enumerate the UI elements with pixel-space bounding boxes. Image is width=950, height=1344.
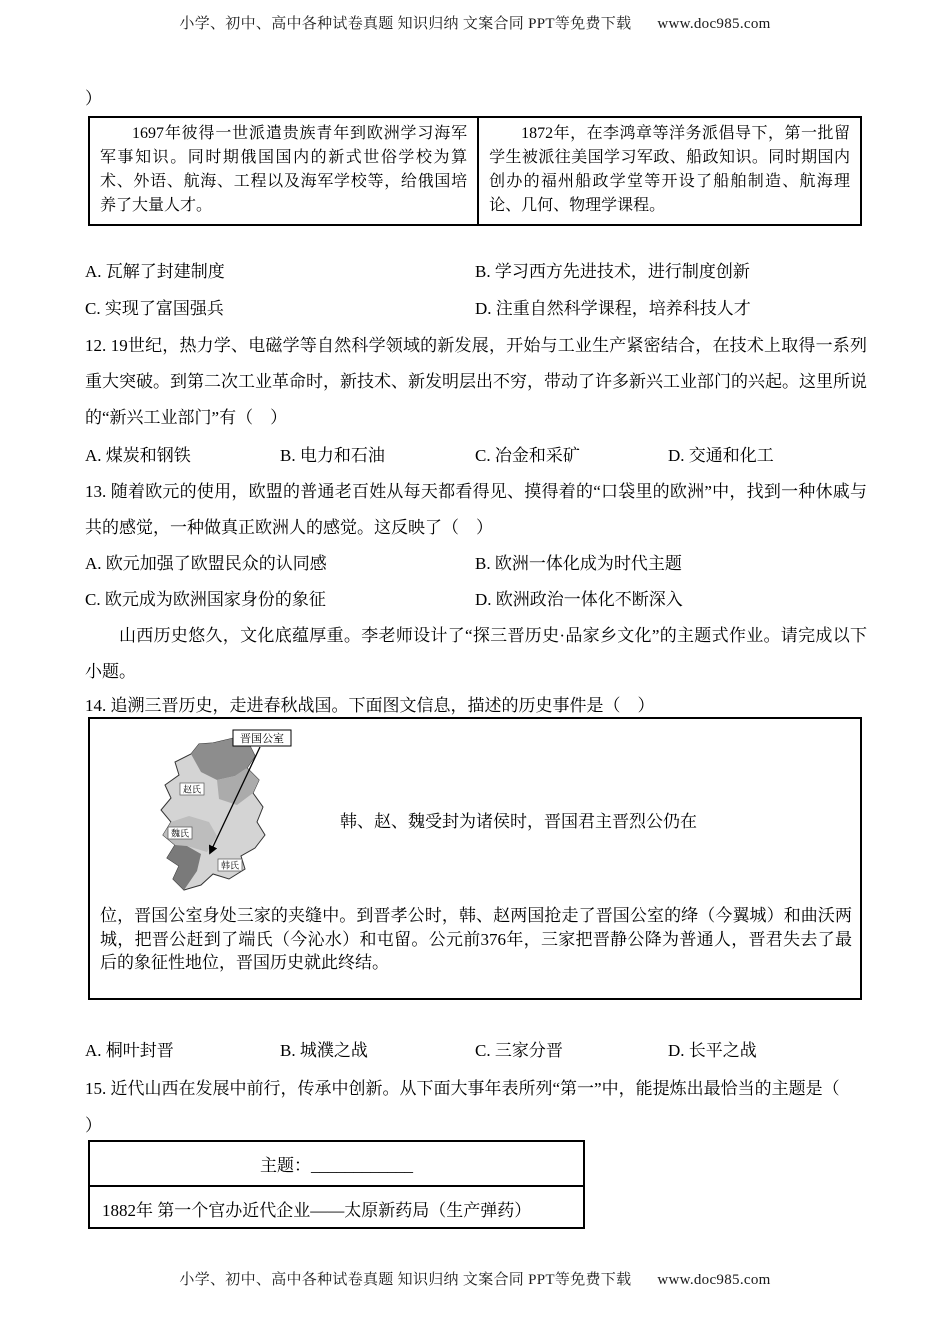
- q14-option-c: C. 三家分晋: [475, 1041, 563, 1060]
- q13-stem: 13. 随着欧元的使用，欧盟的普通老百姓从每天都看得见、摸得着的“口袋里的欧洲”中，找到一种休戚与共的感觉，一种做真正欧洲人的感觉。这反映了（ ）: [85, 482, 867, 537]
- q14-option-a: A. 桐叶封晋: [85, 1041, 174, 1060]
- q15-stem-line2: ）: [85, 1116, 102, 1135]
- q11-cell-russia: 1697年彼得一世派遣贵族青年到欧洲学习海军军事知识。同时期俄国国内的新式世俗学校为算术、外语、航海、工程以及海军学校等，给俄国培养了大量人才。: [89, 117, 478, 225]
- q12-option-c: C. 冶金和采矿: [475, 446, 580, 465]
- page-header: [0, 12, 950, 33]
- q14-figure-box: [88, 717, 862, 1000]
- q11-option-d: D. 注重自然科学课程，培养科技人才: [475, 299, 751, 318]
- q13-options-row-1: [85, 549, 865, 574]
- q14-option-b: B. 城濮之战: [280, 1041, 368, 1060]
- q15-theme-row: 主题：____________: [90, 1142, 583, 1187]
- q11-options-row-1: [85, 257, 865, 282]
- stray-close-paren: ）: [85, 89, 102, 108]
- footer-text: 小学、初中、高中各种试卷真题 知识归纳 文案合同 PPT等免费下载: [179, 1272, 632, 1288]
- q11-table-row: [89, 117, 861, 225]
- q11-comparison-table: [88, 116, 862, 226]
- q14-options-row: [85, 1036, 863, 1061]
- q14-map: [118, 727, 330, 904]
- map-title-text: 晋国公室: [240, 733, 284, 745]
- page-footer: [0, 1268, 950, 1289]
- footer-url: www.doc985.com: [657, 1272, 771, 1288]
- header-text: 小学、初中、高中各种试卷真题 知识归纳 文案合同 PPT等免费下载: [179, 16, 632, 32]
- q14-option-d: D. 长平之战: [668, 1041, 757, 1060]
- q12-stem: 12. 19世纪，热力学、电磁学等自然科学领域的新发展，开始与工业生产紧密结合，在技术上取得一系列重大突破。到第二次工业革命时，新技术、新发明层出不穷，带动了许多新兴工业部门的兴起。这里所说的“新兴工业部门”有（ ）: [85, 336, 867, 427]
- q12-options-row: [85, 441, 863, 466]
- q12-option-d: D. 交通和化工: [668, 446, 774, 465]
- map-label-zhao: 赵氏: [182, 784, 202, 795]
- q13-options-row-2: [85, 585, 865, 610]
- q15-event-row-1882: 1882年 第一个官办近代企业——太原新药局（生产弹药）: [102, 1200, 532, 1220]
- q11-options-row-2: [85, 294, 865, 319]
- section-intro: 山西历史悠久，文化底蕴厚重。李老师设计了“探三晋历史·品家乡文化”的主题式作业。请完成以下小题。: [85, 626, 868, 681]
- q11-option-a: A. 瓦解了封建制度: [85, 262, 225, 281]
- q13-option-d: D. 欧洲政治一体化不断深入: [475, 590, 683, 609]
- q14-passage-rest: 位，晋国公室身处三家的夹缝中。到晋孝公时，韩、赵两国抢走了晋国公室的绛（今翼城）和曲沃两城，把晋公赶到了端氏（今沁水）和屯留。公元前376年，三家把晋静公降为普通人，晋君失去了最后的象征性地位，晋国历史就此终结。: [100, 906, 852, 972]
- q11-option-b: B. 学习西方先进技术，进行制度创新: [475, 262, 750, 281]
- q15-events-table: [88, 1140, 585, 1229]
- map-label-wei: 魏氏: [170, 828, 190, 839]
- header-url: www.doc985.com: [657, 16, 771, 32]
- q13-option-a: A. 欧元加强了欧盟民众的认同感: [85, 554, 327, 573]
- q13-option-c: C. 欧元成为欧洲国家身份的象征: [85, 590, 326, 609]
- q12-option-b: B. 电力和石油: [280, 446, 385, 465]
- q14-stem: 14. 追溯三晋历史，走进春秋战国。下面图文信息，描述的历史事件是（ ）: [85, 696, 655, 715]
- q12-option-a: A. 煤炭和钢铁: [85, 446, 191, 465]
- q13-option-b: B. 欧洲一体化成为时代主题: [475, 554, 682, 573]
- map-label-han: 韩氏: [220, 860, 240, 871]
- q11-cell-china: 1872年，在李鸿章等洋务派倡导下，第一批留学生被派往美国学习军政、船政知识。同时期国内创办的福州船政学堂等开设了船舶制造、航海理论、几何、物理学课程。: [478, 117, 861, 225]
- q15-stem-line1: 15. 近代山西在发展中前行，传承中创新。从下面大事年表所列“第一”中，能提炼出最恰当的主题是（: [85, 1079, 840, 1098]
- q14-passage-line1: 韩、赵、魏受封为诸侯时，晋国君主晋烈公仍在: [340, 812, 697, 831]
- map-title-label: [233, 730, 291, 746]
- jin-state-map: [118, 727, 330, 899]
- q11-option-c: C. 实现了富国强兵: [85, 299, 224, 318]
